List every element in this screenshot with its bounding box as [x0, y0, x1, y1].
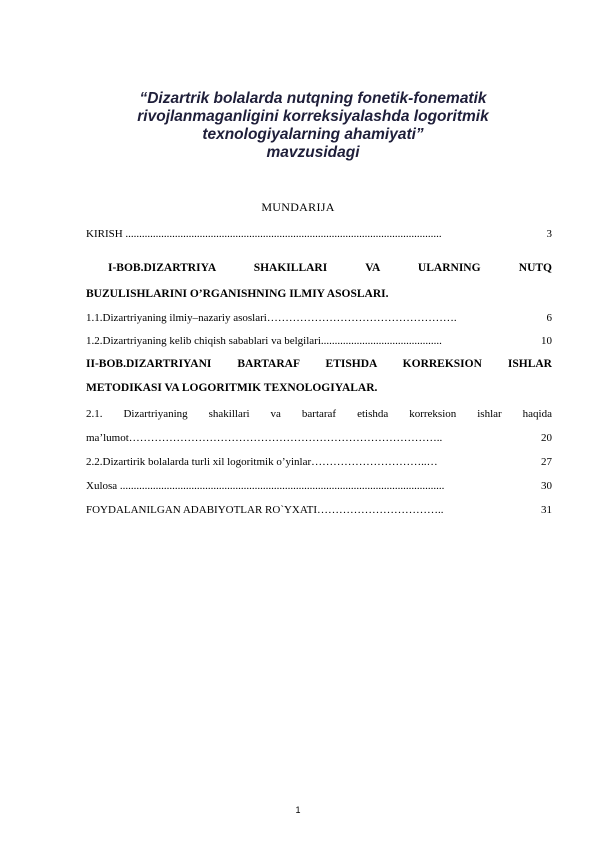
- toc-page-number: 20: [541, 432, 552, 444]
- toc-leader-dots: …………………………..…: [311, 456, 438, 468]
- toc-page-number: 3: [546, 228, 552, 240]
- toc-chapter-2-line-1[interactable]: II-BOB.DIZARTRIYANI BARTARAF ETISHDA KORREKSION ISHLAR: [86, 358, 552, 370]
- toc-page-number: 30: [541, 480, 552, 492]
- toc-chapter-1-line-2[interactable]: BUZULISHLARINI O’RGANISHNING ILMIY ASOSLARI.: [86, 288, 389, 300]
- toc-entry-1-1[interactable]: [86, 312, 552, 324]
- toc-page-number: 31: [541, 504, 552, 516]
- toc-leader-dots: ...................................................................................................................: [125, 228, 442, 240]
- toc-chapter-2-line-2[interactable]: METODIKASI VA LOGORITMIK TEXNOLOGIYALAR.: [86, 382, 378, 394]
- toc-leader-dots: ............................................: [320, 335, 442, 347]
- toc-leader-dots: …………………………………………………………………………..: [128, 432, 443, 444]
- toc-entry-text: ma’lumot: [86, 432, 129, 444]
- toc-page-number: 10: [541, 335, 552, 347]
- toc-entry-adabiyotlar[interactable]: [86, 504, 552, 516]
- toc-entry-2-2[interactable]: [86, 456, 552, 468]
- toc-entry-text: Xulosa: [86, 480, 120, 492]
- toc-leader-dots: …………………………………………….: [266, 312, 457, 324]
- toc-chapter-1-line-1[interactable]: I-BOB.DIZARTRIYA SHAKILLARI VA ULARNING NUTQ: [108, 262, 552, 274]
- toc-entry-2-1-line-1[interactable]: 2.1. Dizartriyaning shakillari va bartaraf etishda korreksion ishlar haqida: [86, 408, 552, 420]
- toc-page-number: 6: [546, 312, 552, 324]
- title-line-3: texnologiyalarning ahamiyati”: [202, 126, 424, 143]
- toc-entry-text: KIRISH: [86, 228, 126, 240]
- page-number: 1: [295, 805, 301, 815]
- document-title: [80, 90, 546, 162]
- toc-entry-2-1[interactable]: [86, 432, 552, 444]
- title-line-2: rivojlanmaganligini korreksiyalashda logoritmik: [137, 108, 489, 125]
- toc-entry-kirish[interactable]: [86, 228, 552, 240]
- toc-entry-text: 1.2.Dizartriyaning kelib chiqish sabablari va belgilari: [86, 335, 321, 347]
- toc-leader-dots: ……………………………..: [316, 504, 444, 516]
- toc-page-number: 27: [541, 456, 552, 468]
- toc-entry-1-2[interactable]: [86, 335, 552, 347]
- contents-heading: MUNDARIJA: [261, 200, 335, 214]
- toc-leader-dots: ......................................................................................................................: [119, 480, 445, 492]
- title-line-1: “Dizartrik bolalarda nutqning fonetik-fonematik: [139, 90, 487, 107]
- toc-entry-text: 1.1.Dizartriyaning ilmiy–nazariy asoslari: [86, 312, 267, 324]
- title-line-4: mavzusidagi: [266, 144, 360, 161]
- toc-entry-text: FOYDALANILGAN ADABIYOTLAR RO`YXATI: [86, 504, 317, 516]
- toc-entry-xulosa[interactable]: [86, 480, 552, 492]
- toc-entry-text: 2.2.Dizartirik bolalarda turli xil logoritmik o’yinlar: [86, 456, 312, 468]
